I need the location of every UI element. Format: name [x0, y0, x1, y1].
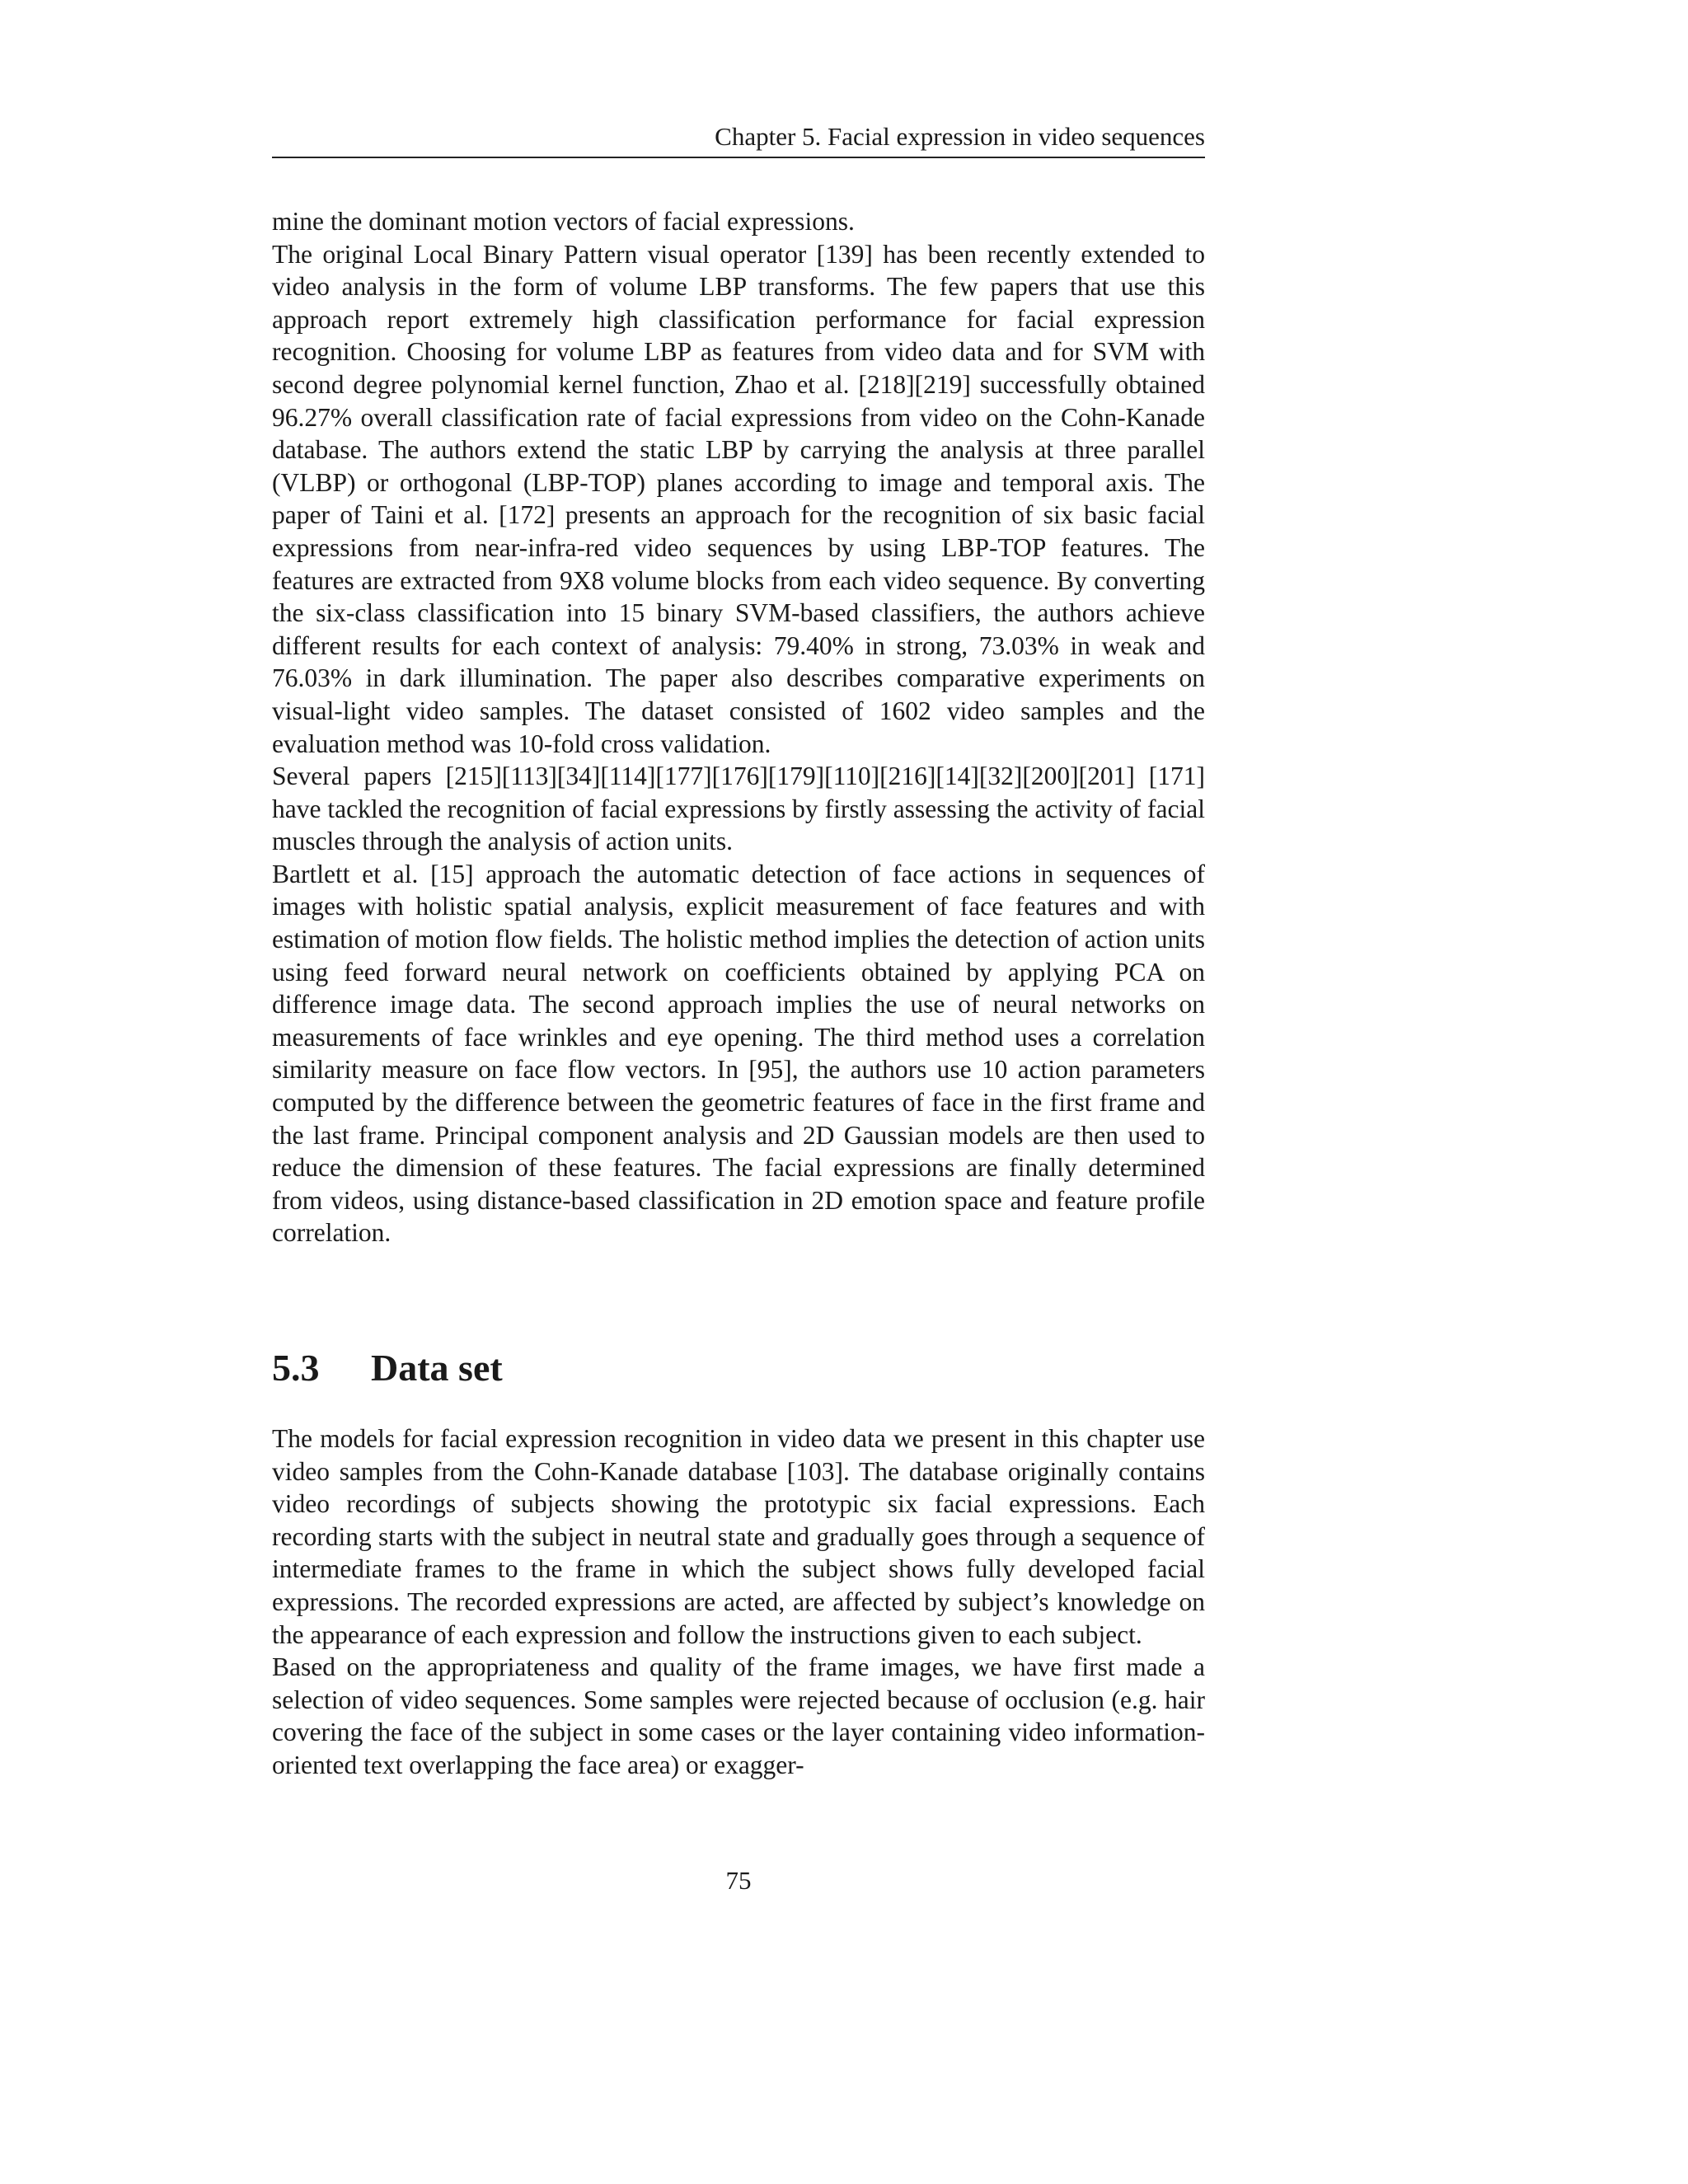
paragraph: mine the dominant motion vectors of facial expressions.: [272, 207, 855, 236]
section-number: 5.3: [272, 1347, 320, 1389]
body-text: [272, 205, 1205, 1782]
section-title: Data set: [371, 1347, 503, 1389]
paragraph: Bartlett et al. [15] approach the automatic detection of face actions in sequences of images with holistic spatial analysis, explicit measurement of face features and with estimation of motion flow fields. The holistic method implies the detection of action units using feed forward neural network on coefficients obtained by applying PCA on difference image data. The second approach implies the use of neural networks on measurements of face wrinkles and eye opening. The third method uses a correlation similarity measure on face flow vectors. In [95], the authors use 10 action parameters computed by the difference between the geometric features of face in the first frame and the last frame. Principal component analysis and 2D Gaussian models are then used to reduce the dimension of these features. The facial expressions are finally determined from videos, using distance-based classification in 2D emotion space and feature profile correlation.: [272, 859, 1205, 1248]
section-heading: [272, 1345, 1205, 1391]
running-header: Chapter 5. Facial expression in video sequences: [272, 120, 1205, 158]
page-number: 75: [725, 1866, 752, 1895]
paragraph: The models for facial expression recognition in video data we present in this chapter use video samples from the Cohn-Kanade database [103]. The database originally contains video recordings of subjects showing the prototypic six facial expressions. Each recording starts with the subject in neutral state and gradually goes through a sequence of intermediate frames to the frame in which the subject shows fully developed facial expressions. The recorded expressions are acted, are affected by subject’s knowledge on the appearance of each expression and follow the instructions given to each subject.: [272, 1424, 1205, 1649]
paragraph: The original Local Binary Pattern visual operator [139] has been recently extended to video analysis in the form of volume LBP transforms. The few papers that use this approach report extremely high classification performance for facial expression recognition. Choosing for volume LBP as features from video data and for SVM with second degree polynomial kernel function, Zhao et al. [218][219] successfully obtained 96.27% overall classification rate of facial expressions from video on the Cohn-Kanade database. The authors extend the static LBP by carrying the analysis at three parallel (VLBP) or orthogonal (LBP-TOP) planes according to image and temporal axis. The paper of Taini et al. [172] presents an approach for the recognition of six basic facial expressions from near-infra-red video sequences by using LBP-TOP features. The features are extracted from 9X8 volume blocks from each video sequence. By converting the six-class classification into 15 binary SVM-based classifiers, the authors achieve different results for each context of analysis: 79.40% in strong, 73.03% in weak and 76.03% in dark illumination. The paper also describes comparative experiments on visual-light video samples. The dataset consisted of 1602 video samples and the evaluation method was 10-fold cross validation.: [272, 239, 1205, 758]
paragraph: Several papers [215][113][34][114][177][176][179][110][216][14][32][200][201] [171] have tackled the recognition of facial expressions by firstly assessing the activity of facial muscles through the analysis of action units.: [272, 762, 1205, 856]
paragraph: Based on the appropriateness and quality of the frame images, we have first made a selection of video sequences. Some samples were rejected because of occlusion (e.g. hair covering the face of the subject in some cases or the layer containing video information-oriented text overlapping the face area) or exagger-: [272, 1652, 1205, 1779]
